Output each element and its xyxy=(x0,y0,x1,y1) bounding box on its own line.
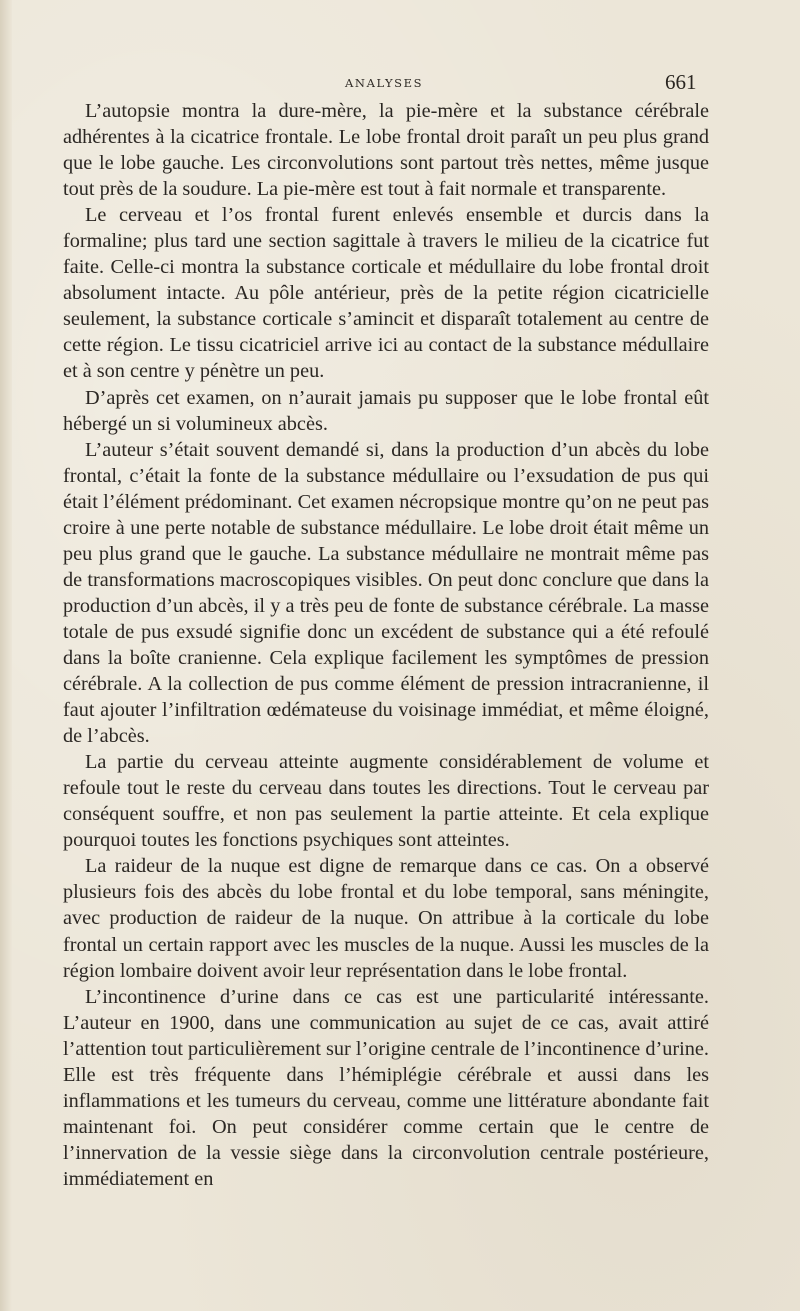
running-head: ANALYSES xyxy=(345,76,424,90)
page-header xyxy=(0,60,800,96)
page-number: 661 xyxy=(665,70,697,94)
body-text xyxy=(63,98,709,1192)
page-edge-shadow xyxy=(0,0,12,1311)
paragraph-autopsie: L’autopsie montra la dure-mère, la pie-mère et la substance cérébrale adhérentes à la cicatrice frontale. Le lobe frontal droit paraît un peu plus grand que le lobe gauche. Les circonvolutions sont partout très nettes, même jusque tout près de la soudure. La pie-mère est tout à fait normale et transparente. xyxy=(63,100,709,201)
paragraph-raideur-nuque: La raideur de la nuque est digne de remarque dans ce cas. On a observé plusieurs fois des abcès du lobe frontal et du lobe temporal, sans méningite, avec production de raideur de la nuque. On attribue à la corticale du lobe frontal un certain rapport avec les muscles de la nuque. Aussi les muscles de la région lombaire doivent avoir leur représentation dans le lobe frontal. xyxy=(63,855,709,982)
paragraph-partie-cerveau: La partie du cerveau atteinte augmente considérablement de volume et refoule tout le reste du cerveau dans toutes les directions. Tout le cerveau par conséquent souffre, et non pas seulement la partie atteinte. Et cela explique pourquoi toutes les fonctions psychiques sont atteintes. xyxy=(63,751,709,852)
paragraph-fonte-substance: L’auteur s’était souvent demandé si, dans la production d’un abcès du lobe frontal, c’était la fonte de la substance médullaire ou l’exsudation de pus qui était l’élément prédominant. Cet examen nécropsique montre qu’on ne peut pas croire à une perte notable de substance médullaire. Le lobe droit était même un peu plus grand que le gauche. La substance médullaire ne montrait même pas de transformations macroscopiques visibles. On peut donc conclure que dans la production d’un abcès, il y a très peu de fonte de substance cérébrale. La masse totale de pus exsudé signifie donc un excédent de substance qui a été refoulé dans la boîte cranienne. Cela explique facilement les symptômes de pression cérébrale. A la collection de pus comme élément de pression intracranienne, il faut ajouter l’infiltration œdémateuse du voisinage immédiat, et même éloigné, de l’abcès. xyxy=(63,438,709,748)
paragraph-examen: D’après cet examen, on n’aurait jamais pu supposer que le lobe frontal eût hébergé un si volumineux abcès. xyxy=(63,386,709,435)
paragraph-cerveau-formaline: Le cerveau et l’os frontal furent enlevés ensemble et durcis dans la formaline; plus tard une section sagittale à travers le milieu de la cicatrice fut faite. Celle-ci montra la substance corticale et médullaire du lobe frontal droit absolument intacte. Au pôle antérieur, près de la petite région cicatricielle seulement, la substance corticale s’amincit et disparaît totalement au centre de cette région. Le tissu cicatriciel arrive ici au contact de la substance médullaire et à son centre y pénètre un peu. xyxy=(63,204,709,383)
paragraph-incontinence: L’incontinence d’urine dans ce cas est une particularité intéressante. L’auteur en 1900, dans une communication au sujet de ce cas, avait attiré l’attention tout particulièrement sur l’origine centrale de l’incontinence d’urine. Elle est très fréquente dans l’hémiplégie cérébrale et aussi dans les inflammations et les tumeurs du cerveau, comme une littérature abondante fait maintenant foi. On peut considérer comme certain que le centre de l’innervation de la vessie siège dans la circonvolution centrale postérieure, immédiatement en xyxy=(63,985,709,1190)
